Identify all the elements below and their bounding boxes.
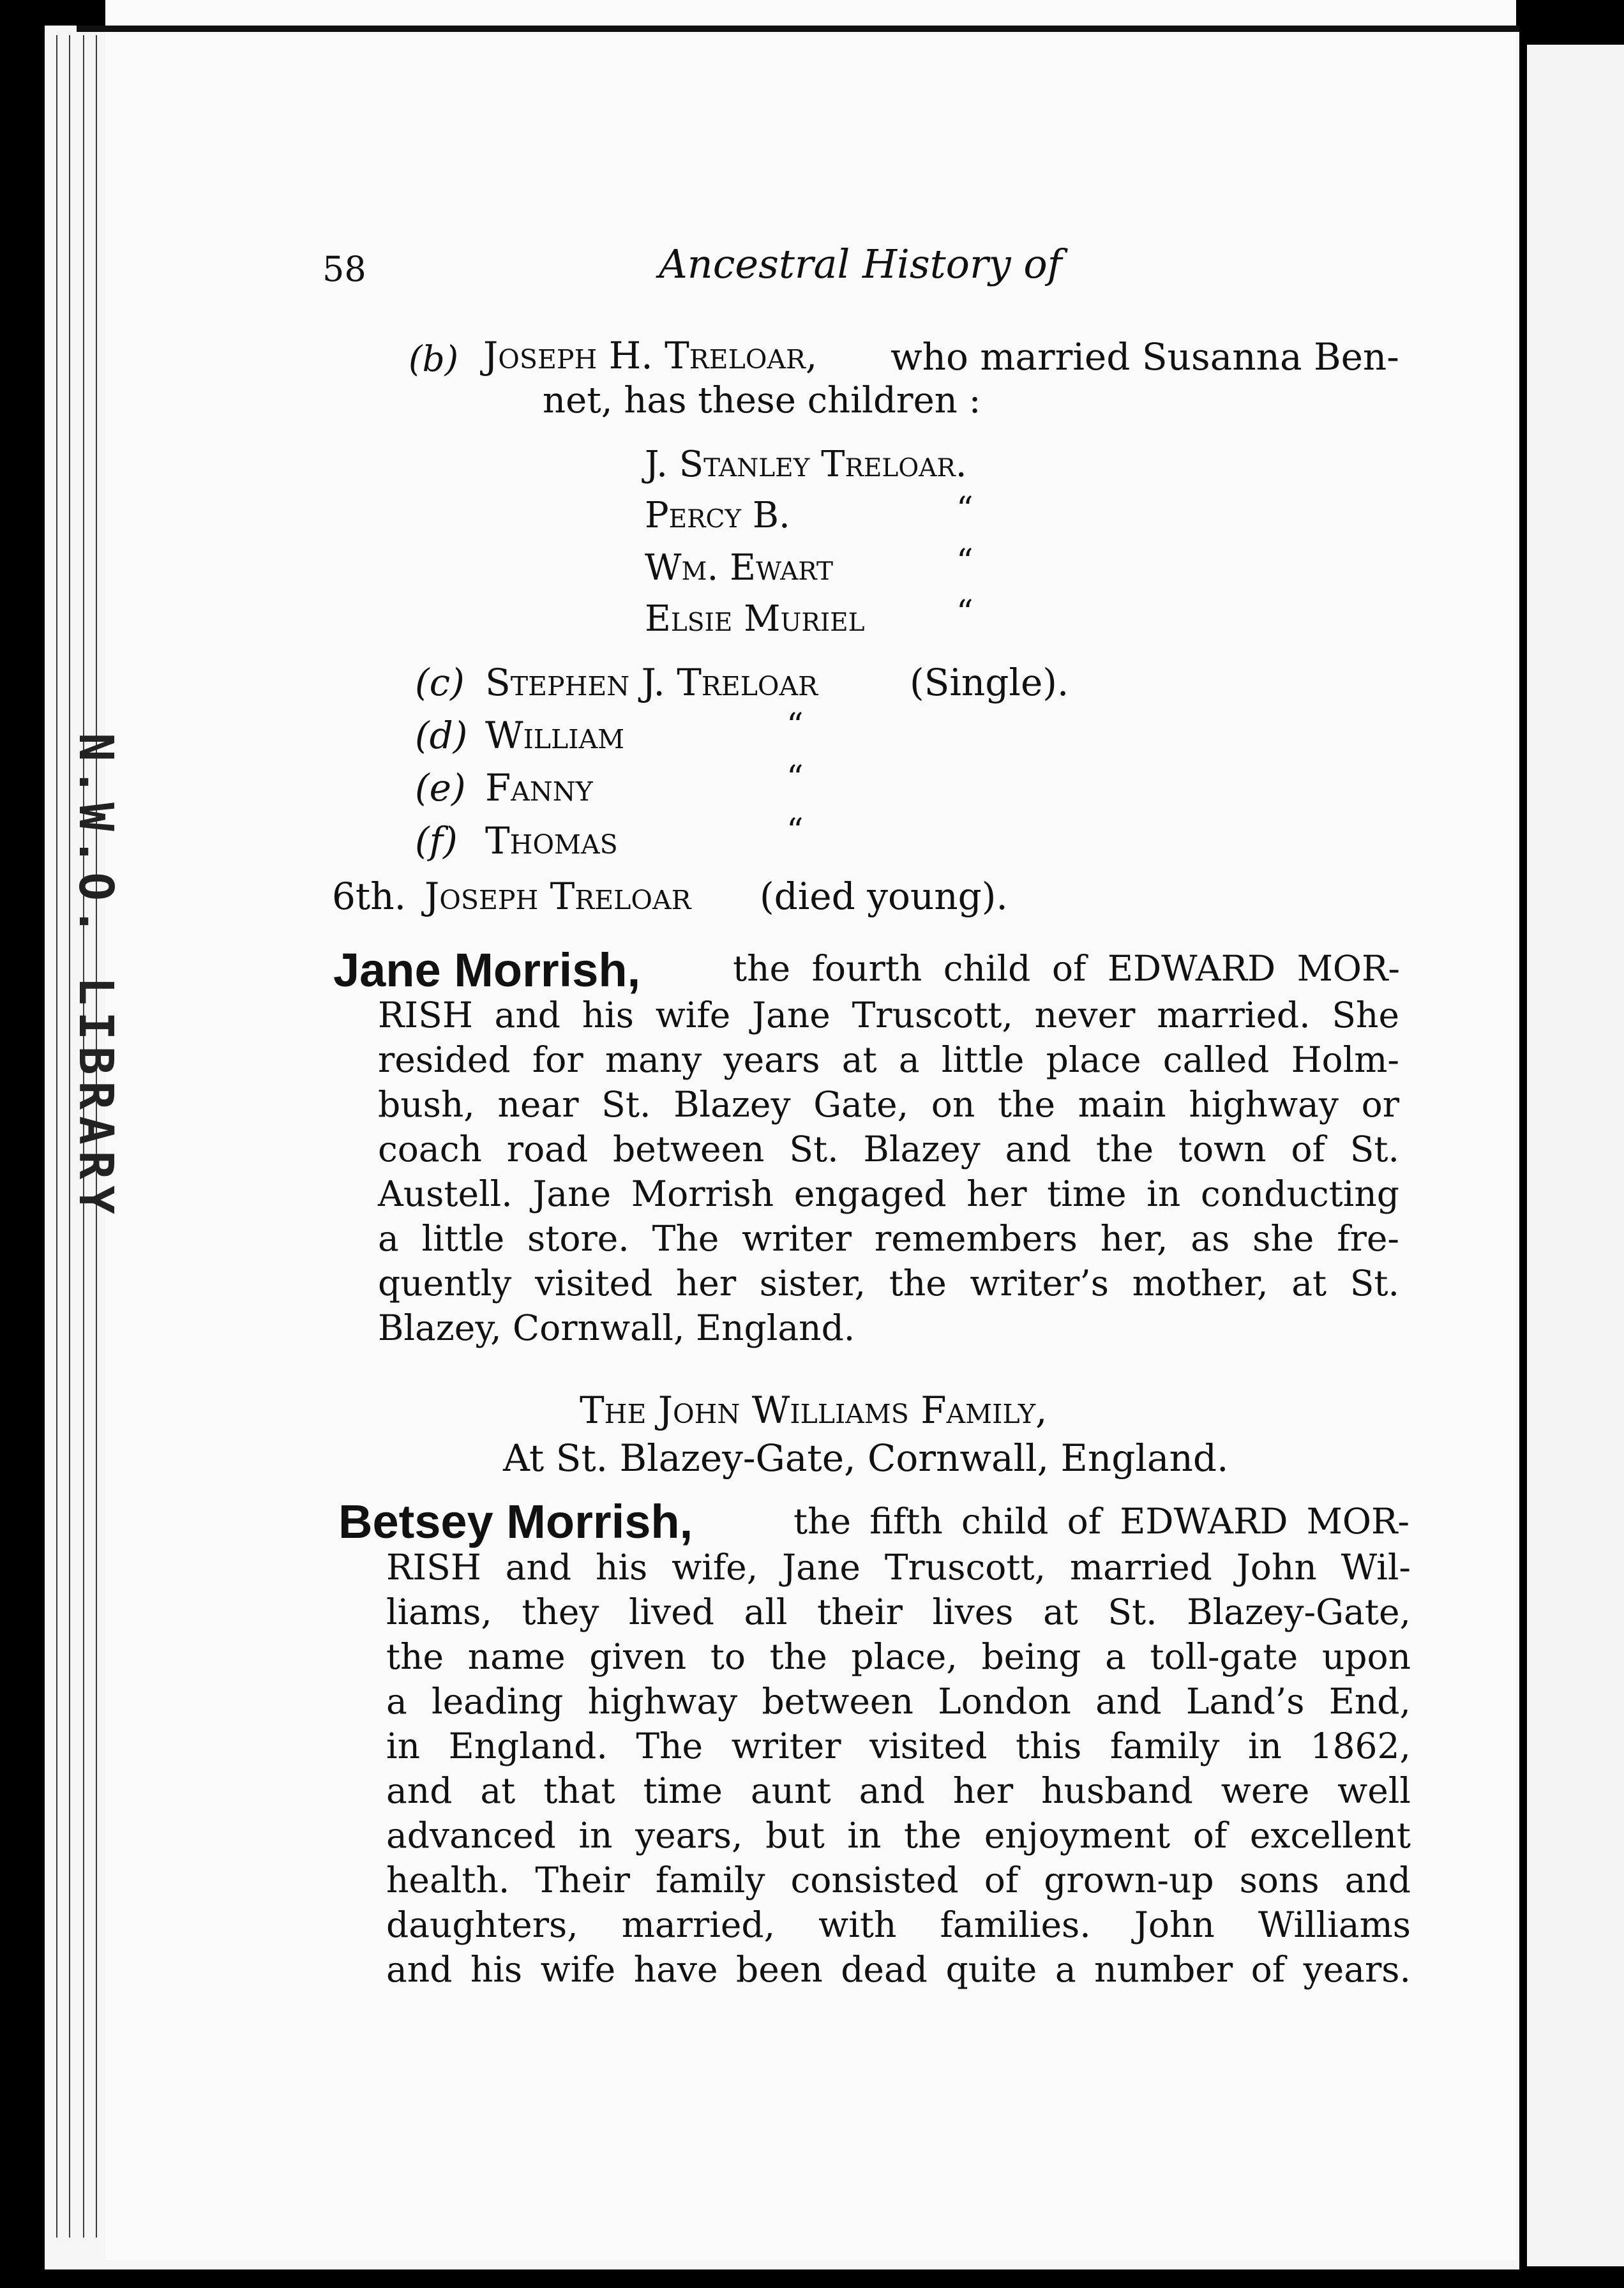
text-line: liams, they lived all their lives at St. Blazey-Gate, bbox=[386, 1592, 1411, 1632]
paragraph bbox=[378, 993, 1399, 1350]
body-text: (Single). bbox=[910, 661, 1069, 704]
ditto-mark: “ bbox=[956, 594, 974, 632]
child-name: Percy B. bbox=[645, 495, 790, 536]
list-marker: (c) bbox=[415, 661, 465, 704]
page-top-edge bbox=[77, 26, 1519, 32]
library-stamp: N.W.O. LIBRARY bbox=[68, 733, 124, 1221]
section-subtitle: At St. Blazey-Gate, Cornwall, England. bbox=[503, 1436, 1229, 1480]
ditto-mark: “ bbox=[956, 490, 974, 529]
entry-heading: Jane Morrish, bbox=[333, 944, 641, 997]
text-line: RISH and his wife, Jane Truscott, married John Wil- bbox=[386, 1547, 1411, 1588]
child-name: Elsie Muriel bbox=[645, 598, 865, 640]
paragraph bbox=[386, 1545, 1411, 1992]
text-line: advanced in years, but in the enjoyment of excellent bbox=[386, 1815, 1411, 1856]
list-marker: (e) bbox=[415, 766, 466, 809]
text-line: coach road between St. Blazey and the town of St. bbox=[378, 1129, 1399, 1170]
paragraph-first-line bbox=[793, 1499, 1410, 1544]
list-marker-b: (b) bbox=[409, 338, 459, 379]
text-line: daughters, married, with families. John Williams bbox=[386, 1904, 1411, 1945]
person-name: Joseph H. Treloar, bbox=[483, 334, 818, 377]
list-marker: (f) bbox=[415, 819, 458, 862]
ditto-mark: “ bbox=[786, 707, 804, 745]
person-name: Thomas bbox=[485, 819, 618, 862]
ditto-mark: “ bbox=[956, 543, 974, 581]
person-name: Fanny bbox=[485, 766, 593, 809]
ditto-mark: “ bbox=[786, 812, 804, 850]
ordinal: 6th. bbox=[332, 875, 406, 918]
facing-page bbox=[1527, 45, 1624, 2266]
text-line: Blazey, Cornwall, England. bbox=[378, 1307, 855, 1348]
text-line: a little store. The writer remembers her, as she fre- bbox=[378, 1218, 1399, 1259]
text-line: health. Their family consisted of grown-up sons and bbox=[386, 1860, 1411, 1900]
text-line: and his wife have been dead quite a number of years. bbox=[386, 1949, 1411, 1990]
text-line: the fifth child of EDWARD MOR- bbox=[793, 1501, 1410, 1542]
page-edge bbox=[56, 35, 57, 2238]
text-line: and at that time aunt and her husband were well bbox=[386, 1770, 1411, 1811]
entry-heading: Betsey Morrish, bbox=[338, 1495, 693, 1548]
body-text: net, has these children : bbox=[543, 380, 981, 421]
text-line: bush, near St. Blazey Gate, on the main highway or bbox=[378, 1084, 1399, 1125]
paragraph-first-line bbox=[733, 946, 1400, 991]
text-line: in England. The writer visited this family in 1862, bbox=[386, 1726, 1411, 1766]
person-name: Stephen J. Treloar bbox=[485, 661, 818, 704]
text-line: quently visited her sister, the writer’s mother, at St. bbox=[378, 1263, 1399, 1304]
list-marker: (d) bbox=[415, 714, 468, 757]
person-name: Joseph Treloar bbox=[425, 875, 691, 918]
text-line: Austell. Jane Morrish engaged her time in conducting bbox=[378, 1173, 1399, 1214]
child-name: Wm. Ewart bbox=[645, 547, 833, 589]
body-text: who married Susanna Ben- bbox=[891, 335, 1399, 379]
ditto-mark: “ bbox=[786, 759, 804, 797]
running-title: Ancestral History of bbox=[659, 241, 1062, 287]
text-line: the name given to the place, being a toll-gate upon bbox=[386, 1636, 1411, 1677]
section-title: The John Williams Family, bbox=[580, 1389, 1048, 1432]
text-line: resided for many years at a little place called Holm- bbox=[378, 1039, 1399, 1080]
text-line: RISH and his wife Jane Truscott, never married. She bbox=[378, 995, 1399, 1035]
page-number: 58 bbox=[322, 249, 366, 289]
body-text: (died young). bbox=[760, 875, 1008, 918]
person-name: William bbox=[485, 714, 625, 757]
text-line: the fourth child of EDWARD MOR- bbox=[733, 948, 1400, 989]
text-line: a leading highway between London and Land’s End, bbox=[386, 1681, 1411, 1722]
child-name: J. Stanley Treloar. bbox=[645, 444, 967, 485]
